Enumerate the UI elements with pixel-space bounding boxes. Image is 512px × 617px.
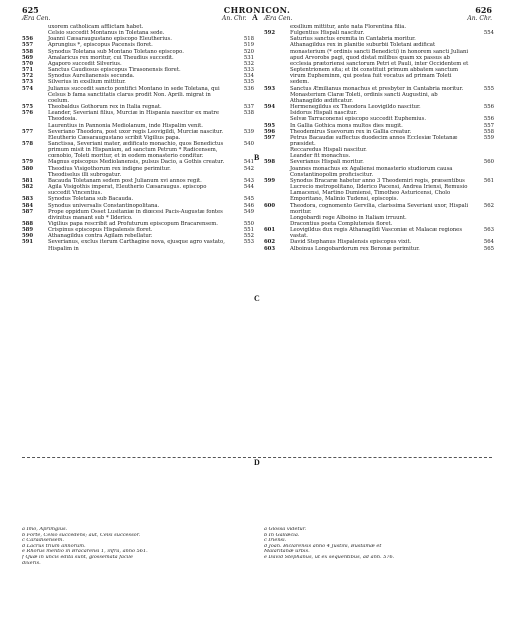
entry-text: Synodus Aurelianensis secunda. <box>48 73 135 80</box>
era-year: 579 <box>22 159 34 166</box>
era-year: 574 <box>22 85 34 92</box>
era-year: 603 <box>264 245 276 252</box>
footnote: Malaritanæ urbis. <box>264 549 310 555</box>
chronicle-entry <box>22 239 254 251</box>
christian-year: 556 <box>483 104 494 111</box>
era-year: 598 <box>264 159 276 166</box>
christian-year: 537 <box>243 104 254 111</box>
entry-text: Bacauda Toletanam sedem post Julianum xvi annos regit. <box>48 177 202 184</box>
christian-year: 551 <box>243 227 254 234</box>
chronicle-entry <box>264 178 494 203</box>
entry-text: Severianus, exclus iterum Carthagine nova, ejusque agro vastato, Hispalim in <box>48 239 225 252</box>
chronicle-entry <box>264 135 494 147</box>
footnote: c Caradisensem. <box>22 538 64 544</box>
margin-letter-a: A <box>252 13 258 22</box>
entry-text: Theobaldus Gothorum rex in Italia regnat. <box>48 104 162 111</box>
christian-year: 562 <box>483 202 494 209</box>
entry-text: Theodora, cognomento Gervilia, clarissima Severiani uxor, Hispali moritur. <box>290 202 469 215</box>
christian-year: 542 <box>243 165 254 172</box>
chronicle-entry <box>264 246 494 252</box>
christian-year: 543 <box>243 177 254 184</box>
christian-year: 518 <box>243 36 254 43</box>
christian-year: 553 <box>243 239 254 246</box>
chronicle-entry <box>22 141 254 159</box>
entry-text: Aprungius *, episcopus Pacensis floret. <box>48 42 153 49</box>
christian-year: 560 <box>483 159 494 166</box>
era-year: 584 <box>22 202 34 209</box>
entry-text: Theodiselus illi subrogatur. <box>48 171 122 178</box>
entry-text: Julianus succedit sancto pontifici Montano in sede Toletana, qui Celsus b fama sanctitatis clarus prodit Non. Aprili. migrat in coelum. <box>48 85 220 104</box>
christian-year: 549 <box>243 208 254 215</box>
chronicle-entry <box>22 209 254 221</box>
entry-text: Longobardi rege Alboino in Italiam irruunt. <box>290 214 407 221</box>
era-year: 580 <box>22 165 34 172</box>
era-year: 596 <box>264 128 276 135</box>
footnotes-right <box>264 527 494 561</box>
entry-text: Sanctus Caudiosus episcopus Tirasonensis floret. <box>48 67 181 74</box>
entry-text: Petrus Bacaudæ suffectus duodecim annos Ecclesiæ Toletanæ præsidet. <box>290 134 458 147</box>
footnote: b In Gallæcia. <box>264 532 300 538</box>
margin-letter-d: D <box>254 458 260 467</box>
era-year: 582 <box>22 184 34 191</box>
footnote: dixeris. <box>22 560 41 566</box>
footnote: d Joan. Biclarensis anno 4 Justini, Bustamæ et <box>264 543 382 549</box>
entry-text: Fulgentius Hispali nascitur. <box>290 30 365 37</box>
entry-text: exsilium mittitur, ante nata Florentina filia. <box>290 24 407 30</box>
entry-text: Joanni Cæsaraugustano episcopo Eleutherius. <box>48 36 172 43</box>
entry-text: Isidorus Hispali nascitur. <box>290 110 358 117</box>
entry-text: In Gallia Gothica mons multos dies mugit. <box>290 122 403 129</box>
christian-year: 539 <box>243 128 254 135</box>
era-year: 587 <box>22 208 34 215</box>
entry-text: Leander fit monachus. <box>290 153 351 160</box>
era-year: 599 <box>264 177 276 184</box>
left-era-label: Æra Cen. <box>22 15 51 22</box>
era-year: 590 <box>22 233 34 240</box>
christian-year: 520 <box>243 48 254 55</box>
era-year: 591 <box>22 239 34 246</box>
christian-year: 550 <box>243 221 254 227</box>
christian-year: 540 <box>243 140 254 147</box>
era-year: 593 <box>264 85 276 92</box>
chronicle-entry <box>264 42 494 85</box>
footnote: d Lacrus trium annorum. <box>22 543 86 549</box>
era-year: 594 <box>264 104 276 111</box>
entry-text: Celsio succedit Montanus in Toletana sede. <box>48 30 165 37</box>
era-year: 577 <box>22 128 34 135</box>
left-chr-label: An. Chr. <box>222 15 247 22</box>
era-year: 578 <box>22 140 34 147</box>
era-year: 595 <box>264 122 276 129</box>
margin-letter-b: B <box>254 153 260 162</box>
chronicle-entry <box>264 92 494 104</box>
christian-year: 546 <box>243 202 254 209</box>
entry-text: Agaporo succedit Silverius. <box>48 60 122 67</box>
christian-year: 557 <box>483 122 494 129</box>
entry-text: Severiano Theodora, post uxor regis Leovigildi, Murciæ nascitur. <box>48 128 224 135</box>
chronicle-entry <box>22 184 254 196</box>
entry-text: Sanctissa, Severiani mater, ædificato monachio, quos Benedictus primum misit in Hispaniam, ad sanctum Petrum * Radicensem, cœnobio, Toleti moritur, et in eodem monasterio conditur. <box>48 140 224 160</box>
entry-text: Joannes monachus ex Agaliensi monasterio studiorum causa Constantinopolim proficiscitur. <box>290 165 453 178</box>
era-year: 592 <box>264 30 276 37</box>
entry-text: Eleutherio Cæsaraugustano scribit Vigilius papa. <box>48 134 181 141</box>
entry-text: Synodus universalis Constantinopolitana. <box>48 202 160 209</box>
footnote: c Iriensi. <box>264 538 287 544</box>
entry-text: Sanctus Æmilianus monachus et presbyter in Cantabria moritur. <box>290 85 464 92</box>
entry-text: Prope oppidum Osset Lusitaniæ in diœcesi Pacis-Augustæ fontes divinitus manant sub * Ilderico. <box>48 208 223 221</box>
entry-text: Reccaredus Hispali nascitur. <box>290 147 367 154</box>
entry-text: Crispinus episcopus Hispalensis floret. <box>48 227 153 234</box>
entry-text: Synodus Toletana sub Bacauda. <box>48 196 134 203</box>
christian-year: 552 <box>243 233 254 240</box>
era-year: 571 <box>22 67 34 74</box>
column-divider-rule <box>22 457 492 458</box>
footnote: e David Stephanus, ut ex sequentibus, ad ann. 576. <box>264 554 395 560</box>
entry-text: Agila Visigothis imperat, Eleutherio Cæsaraugus. episcopo succedit Vincentius. <box>48 184 207 197</box>
page-number-left: 625 <box>22 5 39 15</box>
footnote: e Rhorus mentio in Bracarensi 1, infra, anno 561. <box>22 549 148 555</box>
chronicle-entry <box>264 227 494 239</box>
entry-text: David Stephanus Hispalensis episcopus vixit. <box>290 239 412 246</box>
christian-year: 554 <box>483 30 494 37</box>
christian-year: 563 <box>483 227 494 234</box>
christian-year: 556 <box>483 116 494 123</box>
era-year: 557 <box>22 42 34 49</box>
entry-text: Amalaricus rex moritur, cui Theudius succedit. <box>48 54 174 61</box>
christian-year: 555 <box>483 85 494 92</box>
right-era-label: Æra Cen. <box>264 15 293 22</box>
christian-year: 565 <box>483 245 494 252</box>
entry-text: Theodius Visigothorum rex indigne perimitur. <box>48 165 171 172</box>
entry-text: Selvæ Tarraconensi episcopo succedit Euphemius. <box>290 116 427 123</box>
era-year: 581 <box>22 177 34 184</box>
chronicle-entry <box>264 203 494 215</box>
running-title: CHRONICON. <box>223 5 291 15</box>
era-year: 597 <box>264 134 276 141</box>
entry-text: Dracontius poeta Complutensis floret. <box>290 221 393 227</box>
era-year: 570 <box>22 60 34 67</box>
entry-text: Leovigildus dux regis Athanagildi Vasconiæ et Malacæ regiones vastat. <box>290 227 463 240</box>
christian-year: 545 <box>243 196 254 203</box>
era-year: 558 <box>22 48 34 55</box>
era-year: 600 <box>264 202 276 209</box>
entry-text: Hermenegildus ex Theodora Leovigildo nascitur. <box>290 104 421 111</box>
christian-year: 532 <box>243 60 254 67</box>
era-year: 589 <box>22 227 34 234</box>
entry-text: uxorem catholicam afflictam habet. <box>48 24 144 30</box>
entry-text: Alboinus Longobardorum rex Beronæ perimitur. <box>290 245 420 252</box>
christian-year: 558 <box>483 128 494 135</box>
right-text-column <box>264 24 494 252</box>
footnote: b Forte, Celso succedens; aut, Celsi successor. <box>22 532 141 538</box>
entry-text: Silverius in exsilium mittitur. <box>48 79 126 86</box>
entry-text: Athanagildus contra Agilam rebellatur. <box>48 233 153 240</box>
right-chr-label: An. Chr. <box>467 15 492 22</box>
entry-text: Athanagildus rex in planitie suburbii Toletani ædificat monasterium (* ordinis sancti Benedicti) in honorem sancti Juliani apud Arvorobs pagi, quod distat milibus quam xx passus ab ecclesia prætoriensi sanctorum Petri et Pauli, inter Occidentem et Septentrionem sita; et ibi constituit primum abbatem sanctum virum Eupheminm, qui postea fuit vocatus ad primam Toleti sedem. <box>290 42 469 86</box>
margin-letter-c: C <box>254 294 260 303</box>
chronicle-entry <box>22 86 254 104</box>
christian-year: 538 <box>243 110 254 117</box>
footnotes-left <box>22 527 252 566</box>
chronicle-entry <box>264 166 494 178</box>
footnote: a Imo, Aprimgius. <box>22 527 68 532</box>
footnote: a Glossa videtur. <box>264 527 307 532</box>
footnote: f Quæ in uncis edita sunt, glossemata facile <box>22 554 133 560</box>
christian-year: 559 <box>483 134 494 141</box>
era-year: 575 <box>22 104 34 111</box>
entry-text: Magnus episcopus Mediolanensis, pulsus Dacio, a Gothis creatur. <box>48 159 225 166</box>
christian-year: 544 <box>243 184 254 191</box>
chronicle-entry <box>22 110 254 122</box>
era-year: 583 <box>22 196 34 203</box>
entry-text: Synodus Toletana sub Montano Toletano episcopo. <box>48 48 184 55</box>
era-year: 576 <box>22 110 34 117</box>
christian-year: 534 <box>243 73 254 80</box>
entry-text: Saturius sanctus eremita in Cantabria moritur. <box>290 36 416 43</box>
christian-year: 519 <box>243 42 254 49</box>
era-year: 572 <box>22 73 34 80</box>
entry-text: Laurentius in Pannonia Mediolanum, inde Hispalim venit. <box>48 122 203 129</box>
christian-year: 564 <box>483 239 494 246</box>
era-year: 569 <box>22 54 34 61</box>
christian-year: 561 <box>483 177 494 184</box>
entry-text: Vigilius papa rescribit ad Profuturum episcopum Bracarensem. <box>48 221 218 227</box>
entry-text: Leander, Severiani filius, Murciæ in Hispania nascitur ex matre Theodosia. <box>48 110 220 123</box>
era-year: 588 <box>22 221 34 227</box>
era-year: 556 <box>22 36 34 43</box>
entry-text: Synodus Bracaræ habetur anno 3 Theodemiri regis, præsentibus Lucrecio metropolitano, Ilderico Pacensi, Andrea Iriensi, Remusio Lamacensi, Martino Dumiensi, Timotheo Asturicensi, Cholo Emporitano, Malinio Tudensi, episcopis. <box>290 177 468 203</box>
christian-year: 531 <box>243 54 254 61</box>
christian-year: 536 <box>243 85 254 92</box>
christian-year: 535 <box>243 79 254 86</box>
entry-text: Theodemirus Suevorum rex in Gallia creatur. <box>290 128 412 135</box>
entry-text: Monasterium Claræ Toleti, ordinis sancti Augustini, ab Athanagildo ædificatur. <box>290 91 438 104</box>
left-text-column <box>22 24 254 252</box>
era-year: 601 <box>264 227 276 234</box>
christian-year: 541 <box>243 159 254 166</box>
era-year: 573 <box>22 79 34 86</box>
christian-year: 533 <box>243 67 254 74</box>
page-number-right: 626 <box>475 5 492 15</box>
entry-text: Severianus Hispali moritur. <box>290 159 364 166</box>
era-year: 602 <box>264 239 276 246</box>
